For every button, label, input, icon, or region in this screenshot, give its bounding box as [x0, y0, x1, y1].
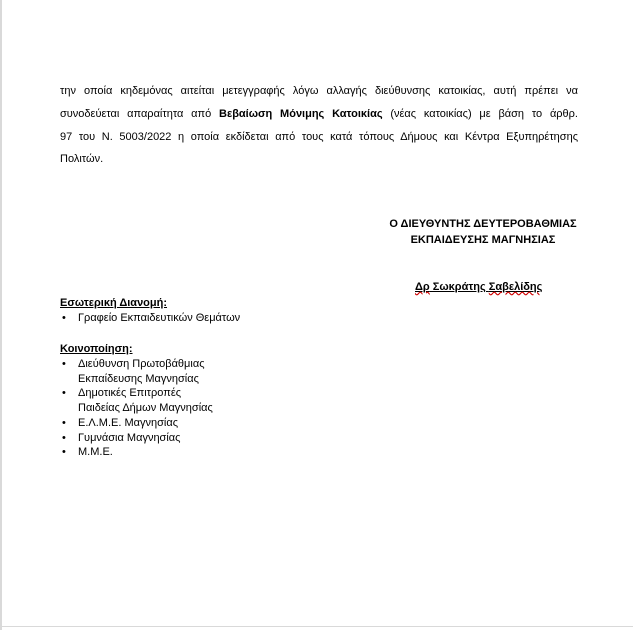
page-left-edge: [0, 0, 2, 630]
list-item: [60, 386, 213, 415]
signature-title-line-2: ΕΚΠΑΙΔΕΥΣΗΣ ΜΑΓΝΗΣΙΑΣ: [410, 234, 556, 246]
list-item-text: Γραφείο Εκπαιδευτικών Θεμάτων: [78, 312, 241, 324]
signer-name: [415, 280, 555, 294]
signature-title-line-1: Ο ΔΙΕΥΘΥΝΤΗΣ ΔΕΥΤΕΡΟΒΑΘΜΙΑΣ: [389, 218, 577, 230]
bullet: •: [62, 387, 66, 400]
list-item-text: Ε.Λ.Μ.Ε. Μαγνησίας: [78, 416, 178, 429]
list-item-text: Μ.Μ.Ε.: [78, 446, 113, 459]
list-item: [60, 445, 213, 460]
list-item: [60, 431, 213, 446]
list-item-text: Διεύθυνση Πρωτοβάθμιας: [78, 358, 205, 370]
internal-distribution-list: [60, 311, 240, 326]
signer-prefix: Δρ: [415, 281, 430, 293]
list-item-text: Δημοτικές Επιτροπές: [78, 387, 182, 400]
internal-distribution-heading: Εσωτερική Διανομή:: [60, 297, 168, 309]
body-line-2-start: συνοδεύεται απαραίτητα από: [60, 107, 220, 120]
signature-title: [380, 216, 586, 248]
bullet: •: [62, 446, 66, 459]
signer-firstname: Σωκράτης: [429, 281, 489, 293]
list-item: [60, 311, 240, 326]
body-line-2: [60, 103, 578, 126]
list-item-text: Γυμνάσια Μαγνησίας: [78, 431, 181, 444]
residence-certificate-bold: Βεβαίωση Μόνιμης Κατοικίας: [219, 107, 383, 120]
bullet: •: [62, 358, 66, 370]
body-line-4: Πολιτών.: [60, 153, 104, 166]
signer-surname: Σαβελίδης: [488, 281, 543, 293]
list-item-text-cont: Παιδείας Δήμων Μαγνησίας: [78, 402, 213, 415]
body-line-3: 97 του Ν. 5003/2022 η οποία εκδίδεται από τους κατά τόπους Δήμους και Κέντρα Εξυπηρέτησης: [60, 130, 578, 143]
body-line-1: την οποία κηδεμόνας αιτείται μετεγγραφής λόγω αλλαγής διεύθυνσης κατοικίας, αυτή πρέπει να: [60, 85, 578, 97]
notification-list: [60, 357, 213, 460]
page-bottom-edge: [0, 626, 633, 627]
list-item: [60, 416, 213, 431]
bullet: •: [62, 416, 66, 429]
list-item: [60, 357, 213, 386]
notification-heading: Κοινοποίηση:: [60, 343, 133, 355]
body-line-2-end: (νέας κατοικίας) με βάση το άρθρ.: [382, 107, 578, 120]
body-paragraph: [60, 80, 578, 171]
list-item-text-cont: Εκπαίδευσης Μαγνησίας: [78, 372, 199, 385]
bullet: •: [62, 312, 66, 324]
bullet: •: [62, 431, 66, 444]
